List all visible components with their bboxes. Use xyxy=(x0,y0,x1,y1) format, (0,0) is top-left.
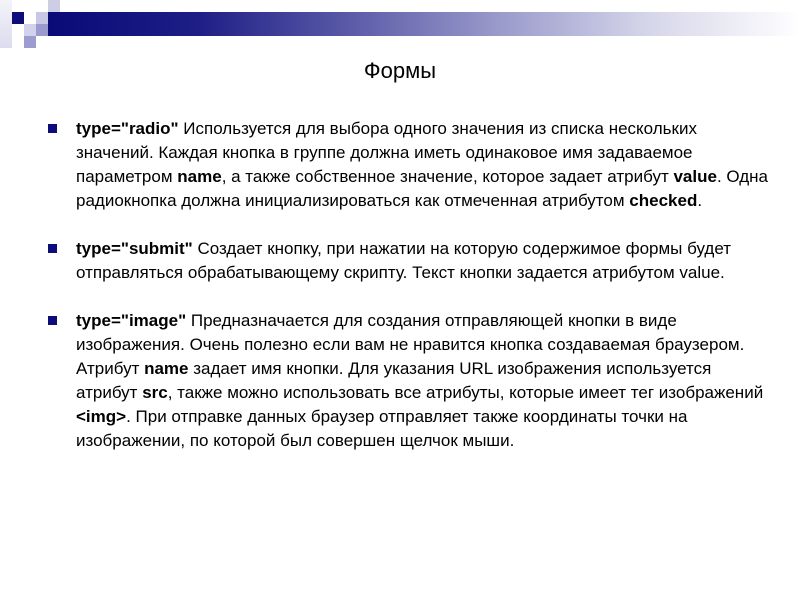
segment: checked xyxy=(629,191,698,210)
decor-square xyxy=(36,24,48,36)
decor-square xyxy=(12,12,24,24)
segment: name xyxy=(177,167,222,186)
segment: src xyxy=(142,383,168,402)
segment: value xyxy=(673,167,717,186)
segment: . Одна радиокнопка должна инициализироваться как отмеченная атрибутом xyxy=(76,167,768,210)
segment: , а также собственное значение, которое задает атрибут xyxy=(221,167,674,186)
square-bullet-icon xyxy=(48,316,57,325)
bullet-item-submit xyxy=(48,237,768,285)
segment: . xyxy=(697,191,703,210)
segment: Создает кнопку, при нажатии на которую содержимое формы будет отправляться обрабатывающему скрипту. Текст кнопки задается атрибутом value. xyxy=(76,239,731,282)
decor-square xyxy=(0,0,12,48)
segment: type="radio" xyxy=(76,119,179,138)
bullet-item-image xyxy=(48,309,768,453)
header-gradient-bar xyxy=(48,12,800,36)
segment: . При отправке данных браузер отправляет также координаты точки на изображении, по которой был совершен щелчок мыши. xyxy=(76,407,688,450)
decor-square xyxy=(48,0,60,12)
segment: Предназначается для создания отправляющей кнопки в виде изображения. Очень полезно если вам не нравится кнопка создаваемая браузером. Атрибут xyxy=(76,311,745,378)
segment: <img> xyxy=(76,407,127,426)
bullet-list xyxy=(48,117,768,453)
square-bullet-icon xyxy=(48,124,57,133)
decor-square xyxy=(36,12,48,24)
bullet-item-radio xyxy=(48,117,768,213)
decor-square xyxy=(24,36,36,48)
segment: type="submit" xyxy=(76,239,193,258)
segment: , также можно использовать все атрибуты, которые имеет тег изображений xyxy=(167,383,764,402)
square-bullet-icon xyxy=(48,244,57,253)
segment: type="image" xyxy=(76,311,187,330)
segment: задает имя кнопки. Для указания URL изображения используется атрибут xyxy=(76,359,712,402)
slide-title: Формы xyxy=(363,58,437,83)
segment: Используется для выбора одного значения из списка нескольких значений. Каждая кнопка в группе должна иметь одинаковое имя задаваемое параметром xyxy=(76,119,697,186)
segment: name xyxy=(144,359,189,378)
decor-square xyxy=(24,24,36,36)
